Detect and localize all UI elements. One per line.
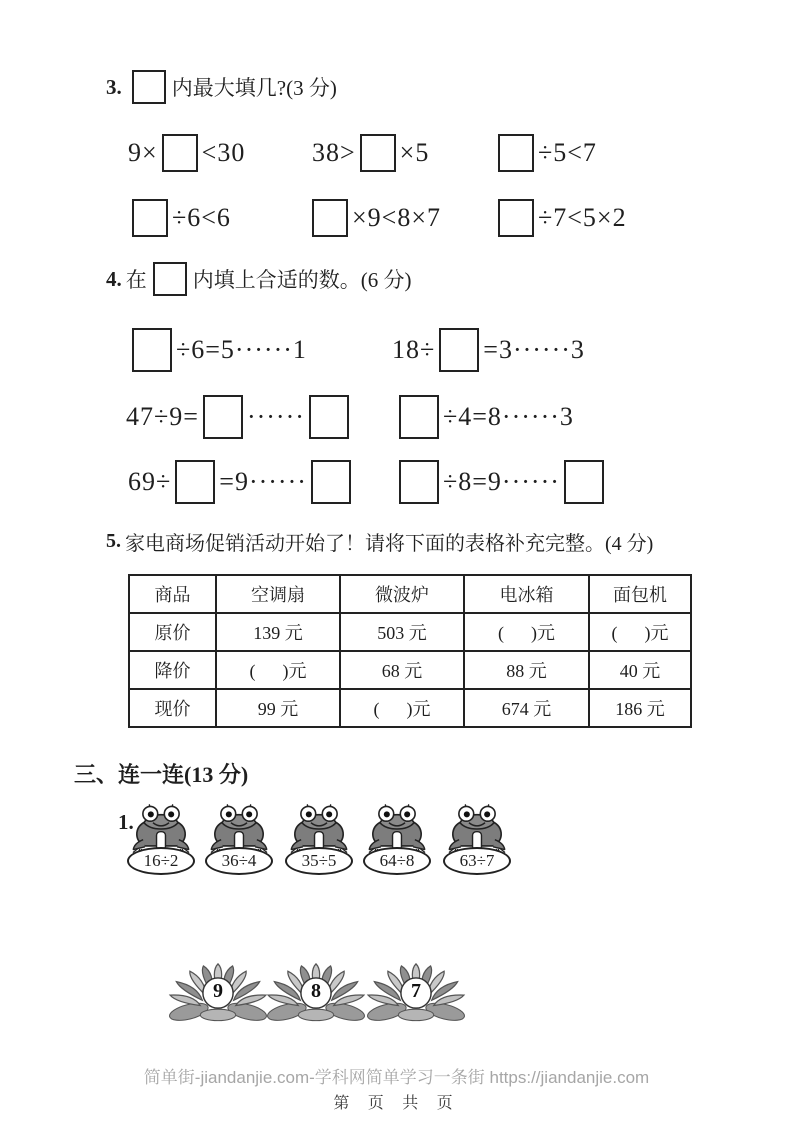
q4-number: 4.	[106, 266, 122, 291]
equation	[128, 460, 355, 504]
price-cell: 186 元	[589, 689, 691, 727]
price-table	[128, 574, 692, 728]
row-label-cell: 原价	[129, 613, 216, 651]
equation-text: =9······	[219, 467, 307, 496]
title-box	[132, 70, 166, 104]
equation-text: ÷7<5×2	[538, 203, 627, 232]
equation-text: ×5	[399, 138, 430, 167]
equation-text: =3······3	[483, 335, 585, 364]
frog-expression-label[interactable]: 63÷7	[443, 847, 511, 875]
table-row	[129, 613, 691, 651]
price-cell: 88 元	[464, 651, 589, 689]
answer-box[interactable]	[311, 460, 351, 504]
frog-2	[204, 804, 274, 875]
equation-text: ÷4=8······3	[443, 402, 574, 431]
equation-text: ÷6=5······1	[176, 335, 307, 364]
q5-title	[106, 527, 653, 556]
q3-title-text: 内最大填几?(3 分)	[171, 76, 337, 100]
row-label-cell: 降价	[129, 651, 216, 689]
answer-box[interactable]	[132, 328, 172, 372]
equation-text: 47÷9=	[126, 402, 199, 431]
frog-3	[284, 804, 354, 875]
lotus-number-label[interactable]: 8	[311, 980, 321, 1002]
answer-box[interactable]	[132, 199, 168, 237]
answer-box[interactable]	[498, 199, 534, 237]
title-box	[153, 262, 187, 296]
blank-price-cell[interactable]: ( )元	[216, 651, 340, 689]
price-cell: 139 元	[216, 613, 340, 651]
table-row	[129, 651, 691, 689]
equation	[126, 395, 353, 439]
q4-title-pre: 在	[125, 268, 147, 292]
lotus-1	[168, 960, 268, 1024]
q3-title	[106, 70, 337, 104]
footer-site-link[interactable]: 简单街-jiandanjie.com-学科网简单学习一条街 https://jiandanjie.com	[143, 1068, 650, 1087]
q4-title-text: 内填上合适的数。(6 分)	[192, 268, 412, 292]
price-cell: 40 元	[589, 651, 691, 689]
equation-text: ÷8=9······	[443, 467, 560, 496]
price-cell: 99 元	[216, 689, 340, 727]
q5-title-text: 家电商场促销活动开始了！请将下面的表格补充完整。(4 分)	[125, 533, 654, 555]
price-cell: 503 元	[340, 613, 464, 651]
price-cell: 674 元	[464, 689, 589, 727]
equation	[494, 134, 597, 172]
answer-box[interactable]	[312, 199, 348, 237]
table-header-cell: 微波炉	[340, 575, 464, 613]
frog-expression-label[interactable]: 35÷5	[285, 847, 353, 875]
item1-label: 1.	[118, 810, 134, 834]
equation-text: ×9<8×7	[352, 203, 441, 232]
table-header-cell: 空调扇	[216, 575, 340, 613]
equation	[395, 460, 608, 504]
frog-4	[362, 804, 432, 875]
table-row	[129, 689, 691, 727]
frog-5	[442, 804, 512, 875]
equation-text: ······	[246, 402, 305, 431]
equation	[312, 134, 429, 172]
lotus-number-label[interactable]: 7	[411, 980, 421, 1002]
frog-expression-label[interactable]: 64÷8	[363, 847, 431, 875]
lotus-3	[366, 960, 466, 1024]
blank-price-cell[interactable]: ( )元	[589, 613, 691, 651]
equation	[308, 199, 441, 237]
answer-box[interactable]	[360, 134, 396, 172]
equation-text: 38>	[312, 138, 356, 167]
equation-text: 18÷	[392, 335, 436, 364]
equation	[392, 328, 585, 372]
answer-box[interactable]	[399, 460, 439, 504]
table-header-cell: 商品	[129, 575, 216, 613]
answer-box[interactable]	[175, 460, 215, 504]
lotus-2	[266, 960, 366, 1024]
q3-number: 3.	[106, 74, 122, 99]
price-cell: 68 元	[340, 651, 464, 689]
answer-box[interactable]	[309, 395, 349, 439]
answer-box[interactable]	[399, 395, 439, 439]
blank-price-cell[interactable]: ( )元	[340, 689, 464, 727]
equation	[128, 199, 231, 237]
answer-box[interactable]	[162, 134, 198, 172]
answer-box[interactable]	[498, 134, 534, 172]
footer-page-label: 第 页 共 页	[333, 1095, 460, 1112]
answer-box[interactable]	[439, 328, 479, 372]
equation	[395, 395, 574, 439]
equation	[128, 328, 307, 372]
equation-text: <30	[201, 138, 246, 167]
frog-expression-label[interactable]: 36÷4	[205, 847, 273, 875]
blank-price-cell[interactable]: ( )元	[464, 613, 589, 651]
q5-number: 5.	[106, 530, 121, 552]
equation-text: 69÷	[128, 467, 172, 496]
answer-box[interactable]	[564, 460, 604, 504]
row-label-cell: 现价	[129, 689, 216, 727]
equation	[494, 199, 627, 237]
equation-text: 9×	[128, 138, 158, 167]
lotus-number-label[interactable]: 9	[213, 980, 223, 1002]
section3-title: 三、连一连(13 分)	[74, 762, 249, 787]
frog-expression-label[interactable]: 16÷2	[127, 847, 195, 875]
frog-1	[126, 804, 196, 875]
equation-text: ÷6<6	[172, 203, 231, 232]
equation	[128, 134, 245, 172]
table-row	[129, 575, 691, 613]
answer-box[interactable]	[203, 395, 243, 439]
table-header-cell: 面包机	[589, 575, 691, 613]
table-header-cell: 电冰箱	[464, 575, 589, 613]
equation-text: ÷5<7	[538, 138, 597, 167]
q4-title	[106, 262, 412, 296]
